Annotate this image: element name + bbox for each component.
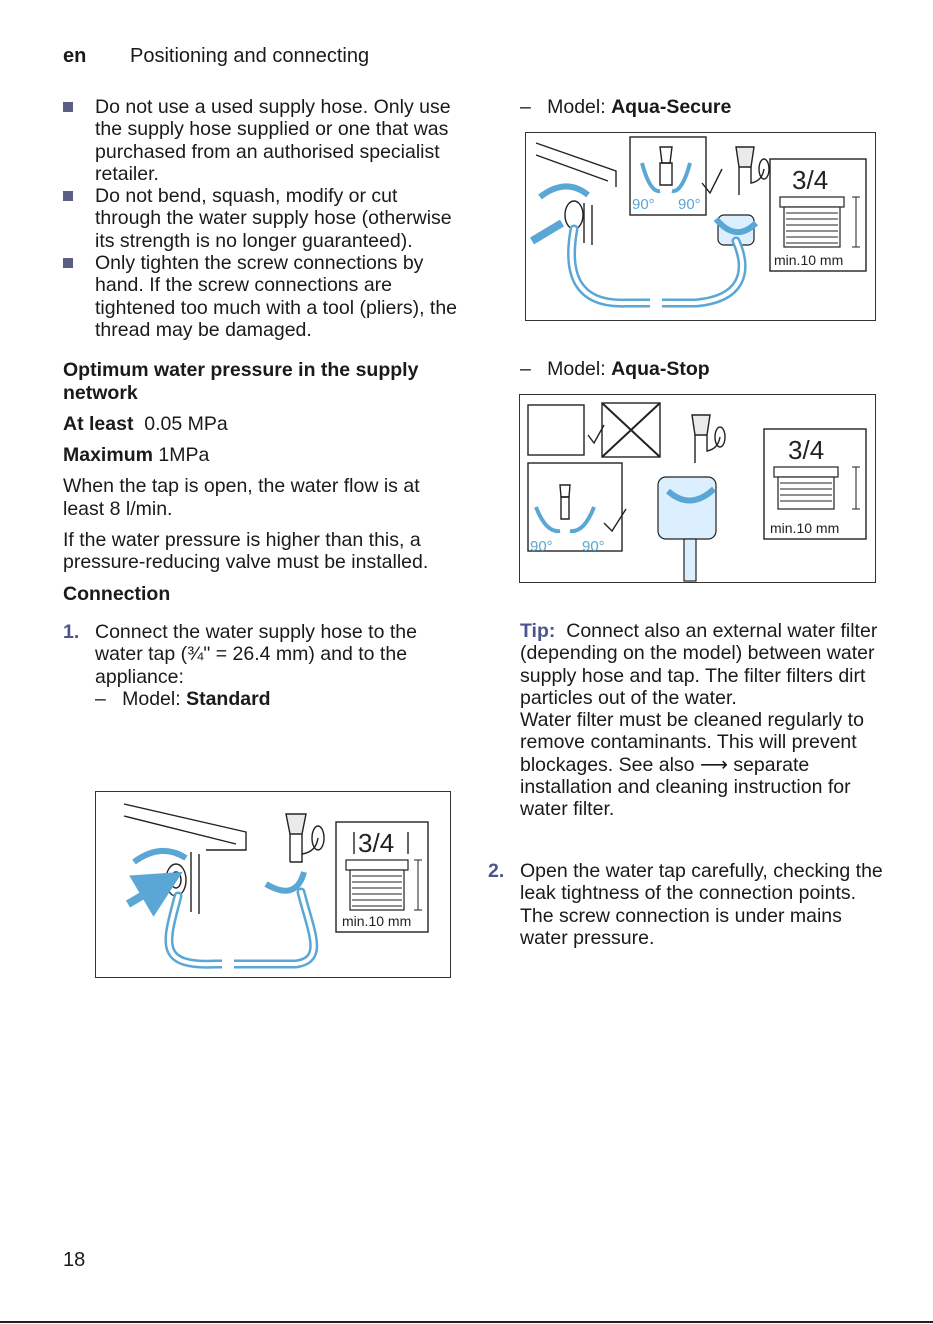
bullet-item: Do not use a used supply hose. Only use the supply hose supplied or one that was purchased from an authorised specialist retailer. <box>63 96 458 185</box>
pressure-at-least: At least 0.05 MPa <box>63 412 228 435</box>
bullet-square-icon <box>63 258 73 268</box>
model-aqua-stop-line: – Model: Aqua-Stop <box>520 358 710 380</box>
pressure-higher-text: If the water pressure is higher than this, a pressure-reducing valve must be installed. <box>63 529 429 574</box>
min-length-label: min.10 mm <box>774 252 844 268</box>
tip-text-1: Tip: Connect also an external water filter (depending on the model) between water supply hose and tap. The filter filters dirt particles out of the water. <box>520 620 878 709</box>
bullet-item: Do not bend, squash, modify or cut through the water supply hose (otherwise its strength is no longer guaranteed). <box>63 185 458 252</box>
thread-size-label: 3/4 <box>788 435 825 465</box>
step-1-text: Connect the water supply hose to the water tap (¾" = 26.4 mm) and to the appliance: <box>95 620 417 688</box>
page-number: 18 <box>63 1249 86 1271</box>
step-2-text: Open the water tap carefully, checking the leak tightness of the connection points. The screw connection is under mains water pressure. <box>520 860 883 949</box>
header-title: Positioning and connecting <box>130 45 370 67</box>
angle-right-label: 90° <box>582 538 605 555</box>
step-1-number: 1. <box>63 620 80 643</box>
model-standard-line: – Model: Standard <box>95 687 271 710</box>
bullet-square-icon <box>63 191 73 201</box>
step-2 <box>488 860 885 949</box>
min-length-label: min.10 mm <box>770 520 840 536</box>
bottom-divider <box>0 1321 933 1323</box>
min-length-label: min.10 mm <box>342 913 412 929</box>
safety-bullets <box>63 96 458 341</box>
figure-standard <box>95 791 451 978</box>
figure-aqua-stop <box>519 394 876 583</box>
tip-block <box>520 620 885 821</box>
bullet-item: Only tighten the screw connections by hand. If the screw connections are tightened too much with a tool (pliers), the thread may be damaged. <box>63 252 458 341</box>
angle-right-label: 90° <box>678 196 701 213</box>
connection-heading: Connection <box>63 582 171 605</box>
figure-aqua-secure <box>525 132 876 321</box>
model-aqua-secure-line: – Model: Aqua-Secure <box>520 96 732 118</box>
header-language: en <box>63 45 87 67</box>
right-column-top <box>520 96 880 118</box>
flow-text: When the tap is open, the water flow is at least 8 l/min. <box>63 475 420 520</box>
bullet-square-icon <box>63 102 73 112</box>
angle-left-label: 90° <box>530 538 553 555</box>
pressure-maximum: Maximum 1MPa <box>63 444 210 467</box>
right-column-mid <box>520 358 880 380</box>
pressure-heading: Optimum water pressure in the supply network <box>63 359 419 404</box>
thread-size-label: 3/4 <box>358 828 395 858</box>
thread-size-label: 3/4 <box>792 165 829 195</box>
left-column <box>63 96 458 710</box>
tip-text-2: Water filter must be cleaned regularly to remove contaminants. This will prevent blockages. See also ⟶ separate installation and cleaning instruction for water filter. <box>520 709 864 821</box>
angle-left-label: 90° <box>632 196 655 213</box>
tip-label: Tip: <box>520 620 556 642</box>
step-1 <box>63 621 458 710</box>
step-2-number: 2. <box>488 860 505 882</box>
